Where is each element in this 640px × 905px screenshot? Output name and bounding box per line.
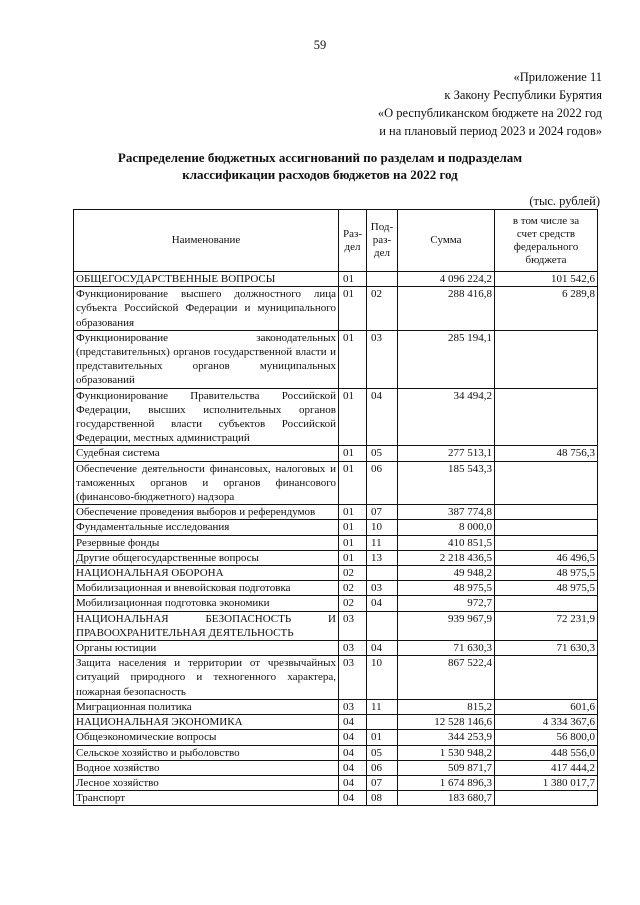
row-federal-cell: 101 542,6 (495, 272, 598, 287)
row-federal-cell: 48 975,5 (495, 566, 598, 581)
title-line: классификации расходов бюджетов на 2022 год (182, 166, 458, 182)
row-name-cell: Функционирование законодательных (представительных) органов государственной власти и представительных органов муниципальных образований (74, 330, 339, 388)
appendix-line: «Приложение 11 (513, 70, 602, 84)
row-federal-cell (495, 791, 598, 806)
row-sum-cell: 34 494,2 (398, 388, 495, 446)
table-row (74, 287, 598, 331)
row-sum-cell: 2 218 436,5 (398, 550, 495, 565)
table-row (74, 730, 598, 745)
row-sum-cell: 12 528 146,6 (398, 715, 495, 730)
row-federal-cell: 56 800,0 (495, 730, 598, 745)
row-section-cell: 01 (339, 388, 367, 446)
row-sum-cell: 867 522,4 (398, 656, 495, 700)
header-sum: Сумма (398, 210, 495, 272)
row-name-cell: Органы юстиции (74, 641, 339, 656)
row-subsection-cell: 05 (367, 446, 398, 461)
row-sum-cell: 71 630,3 (398, 641, 495, 656)
row-name-cell: НАЦИОНАЛЬНАЯ ОБОРОНА (74, 566, 339, 581)
row-federal-cell: 601,6 (495, 699, 598, 714)
row-name-cell: Обеспечение деятельности финансовых, налоговых и таможенных органов и органов финансового (финансово-бюджетного) надзора (74, 461, 339, 505)
row-subsection-cell: 10 (367, 520, 398, 535)
row-name-cell: НАЦИОНАЛЬНАЯ ЭКОНОМИКА (74, 715, 339, 730)
row-sum-cell: 4 096 224,2 (398, 272, 495, 287)
table-row (74, 550, 598, 565)
row-name-cell: Мобилизационная подготовка экономики (74, 596, 339, 611)
row-subsection-cell (367, 566, 398, 581)
table-row (74, 388, 598, 446)
row-name-cell: Миграционная политика (74, 699, 339, 714)
row-subsection-cell: 04 (367, 596, 398, 611)
row-name-cell: Общеэкономические вопросы (74, 730, 339, 745)
row-section-cell: 04 (339, 730, 367, 745)
row-section-cell: 03 (339, 656, 367, 700)
row-federal-cell: 72 231,9 (495, 611, 598, 640)
row-subsection-cell: 07 (367, 505, 398, 520)
row-subsection-cell: 03 (367, 330, 398, 388)
row-sum-cell: 183 680,7 (398, 791, 495, 806)
row-sum-cell: 509 871,7 (398, 760, 495, 775)
row-name-cell: Сельское хозяйство и рыболовство (74, 745, 339, 760)
table-header-row (74, 210, 598, 272)
row-federal-cell: 417 444,2 (495, 760, 598, 775)
row-name-cell: Мобилизационная и вневойсковая подготовка (74, 581, 339, 596)
budget-table (73, 209, 598, 806)
row-subsection-cell: 11 (367, 699, 398, 714)
row-federal-cell (495, 330, 598, 388)
row-subsection-cell: 07 (367, 775, 398, 790)
row-subsection-cell: 02 (367, 287, 398, 331)
row-subsection-cell (367, 715, 398, 730)
row-section-cell: 03 (339, 699, 367, 714)
row-name-cell: Другие общегосударственные вопросы (74, 550, 339, 565)
header-federal: в том числе за счет средств федерального бюджета (495, 210, 598, 272)
table-row (74, 745, 598, 760)
header-name: Наименование (74, 210, 339, 272)
appendix-line: к Закону Республики Бурятия (444, 88, 602, 102)
row-name-cell: Функционирование высшего должностного лица субъекта Российской Федерации и муниципального образования (74, 287, 339, 331)
table-row (74, 596, 598, 611)
row-section-cell: 03 (339, 641, 367, 656)
row-subsection-cell (367, 272, 398, 287)
row-section-cell: 01 (339, 272, 367, 287)
table-row (74, 611, 598, 640)
row-subsection-cell: 05 (367, 745, 398, 760)
row-subsection-cell: 10 (367, 656, 398, 700)
row-federal-cell (495, 461, 598, 505)
row-sum-cell: 410 851,5 (398, 535, 495, 550)
row-federal-cell: 448 556,0 (495, 745, 598, 760)
row-section-cell: 02 (339, 596, 367, 611)
table-row (74, 520, 598, 535)
row-name-cell: Водное хозяйство (74, 760, 339, 775)
row-section-cell: 01 (339, 461, 367, 505)
row-federal-cell: 71 630,3 (495, 641, 598, 656)
row-sum-cell: 344 253,9 (398, 730, 495, 745)
row-name-cell: Защита населения и территории от чрезвычайных ситуаций природного и техногенного характера, пожарная безопасность (74, 656, 339, 700)
row-federal-cell: 48 756,3 (495, 446, 598, 461)
row-subsection-cell: 04 (367, 388, 398, 446)
row-subsection-cell: 11 (367, 535, 398, 550)
table-row (74, 699, 598, 714)
row-subsection-cell: 06 (367, 461, 398, 505)
row-sum-cell: 387 774,8 (398, 505, 495, 520)
row-section-cell: 03 (339, 611, 367, 640)
row-name-cell: Резервные фонды (74, 535, 339, 550)
row-section-cell: 04 (339, 775, 367, 790)
row-name-cell: Фундаментальные исследования (74, 520, 339, 535)
row-sum-cell: 972,7 (398, 596, 495, 611)
row-name-cell: НАЦИОНАЛЬНАЯ БЕЗОПАСНОСТЬ И ПРАВООХРАНИТЕЛЬНАЯ ДЕЯТЕЛЬНОСТЬ (74, 611, 339, 640)
table-row (74, 566, 598, 581)
row-section-cell: 04 (339, 760, 367, 775)
row-sum-cell: 48 975,5 (398, 581, 495, 596)
table-row (74, 505, 598, 520)
row-section-cell: 02 (339, 566, 367, 581)
row-federal-cell (495, 535, 598, 550)
table-row (74, 641, 598, 656)
header-subsection: Под- раз- дел (367, 210, 398, 272)
row-section-cell: 04 (339, 715, 367, 730)
table-row (74, 656, 598, 700)
row-name-cell: Судебная система (74, 446, 339, 461)
row-federal-cell: 1 380 017,7 (495, 775, 598, 790)
row-federal-cell: 46 496,5 (495, 550, 598, 565)
row-subsection-cell: 08 (367, 791, 398, 806)
header-section: Раз- дел (339, 210, 367, 272)
row-sum-cell: 49 948,2 (398, 566, 495, 581)
row-federal-cell (495, 656, 598, 700)
row-name-cell: Транспорт (74, 791, 339, 806)
row-section-cell: 04 (339, 745, 367, 760)
row-name-cell: Лесное хозяйство (74, 775, 339, 790)
row-federal-cell (495, 596, 598, 611)
row-section-cell: 01 (339, 535, 367, 550)
table-row (74, 535, 598, 550)
row-section-cell: 04 (339, 791, 367, 806)
row-subsection-cell: 01 (367, 730, 398, 745)
row-sum-cell: 288 416,8 (398, 287, 495, 331)
row-sum-cell: 939 967,9 (398, 611, 495, 640)
appendix-line: «О республиканском бюджете на 2022 год (377, 106, 602, 120)
row-sum-cell: 8 000,0 (398, 520, 495, 535)
appendix-line: и на плановый период 2023 и 2024 годов» (379, 124, 602, 138)
row-name-cell: Функционирование Правительства Российской Федерации, высших исполнительных органов государственной власти субъектов Российской Федерации, местных администраций (74, 388, 339, 446)
row-subsection-cell (367, 611, 398, 640)
row-section-cell: 01 (339, 446, 367, 461)
row-sum-cell: 1 530 948,2 (398, 745, 495, 760)
row-name-cell: ОБЩЕГОСУДАРСТВЕННЫЕ ВОПРОСЫ (74, 272, 339, 287)
row-subsection-cell: 04 (367, 641, 398, 656)
row-section-cell: 01 (339, 550, 367, 565)
row-federal-cell: 4 334 367,6 (495, 715, 598, 730)
table-row (74, 760, 598, 775)
row-section-cell: 01 (339, 287, 367, 331)
row-section-cell: 01 (339, 505, 367, 520)
title-line: Распределение бюджетных ассигнований по разделам и подразделам (117, 150, 523, 165)
table-row (74, 330, 598, 388)
page-number: 59 (313, 38, 327, 52)
row-subsection-cell: 13 (367, 550, 398, 565)
row-federal-cell (495, 520, 598, 535)
document-title (70, 150, 570, 183)
row-federal-cell: 6 289,8 (495, 287, 598, 331)
table-row (74, 272, 598, 287)
row-sum-cell: 277 513,1 (398, 446, 495, 461)
row-subsection-cell: 06 (367, 760, 398, 775)
table-row (74, 775, 598, 790)
table-row (74, 715, 598, 730)
row-sum-cell: 185 543,3 (398, 461, 495, 505)
row-sum-cell: 815,2 (398, 699, 495, 714)
row-section-cell: 01 (339, 520, 367, 535)
row-federal-cell: 48 975,5 (495, 581, 598, 596)
row-subsection-cell: 03 (367, 581, 398, 596)
table-row (74, 461, 598, 505)
row-federal-cell (495, 388, 598, 446)
units-label: (тыс. рублей) (529, 194, 600, 208)
row-section-cell: 01 (339, 330, 367, 388)
table-row (74, 446, 598, 461)
row-sum-cell: 1 674 896,3 (398, 775, 495, 790)
row-sum-cell: 285 194,1 (398, 330, 495, 388)
row-section-cell: 02 (339, 581, 367, 596)
row-name-cell: Обеспечение проведения выборов и референдумов (74, 505, 339, 520)
appendix-header (378, 68, 602, 140)
table-row (74, 791, 598, 806)
row-federal-cell (495, 505, 598, 520)
table-row (74, 581, 598, 596)
